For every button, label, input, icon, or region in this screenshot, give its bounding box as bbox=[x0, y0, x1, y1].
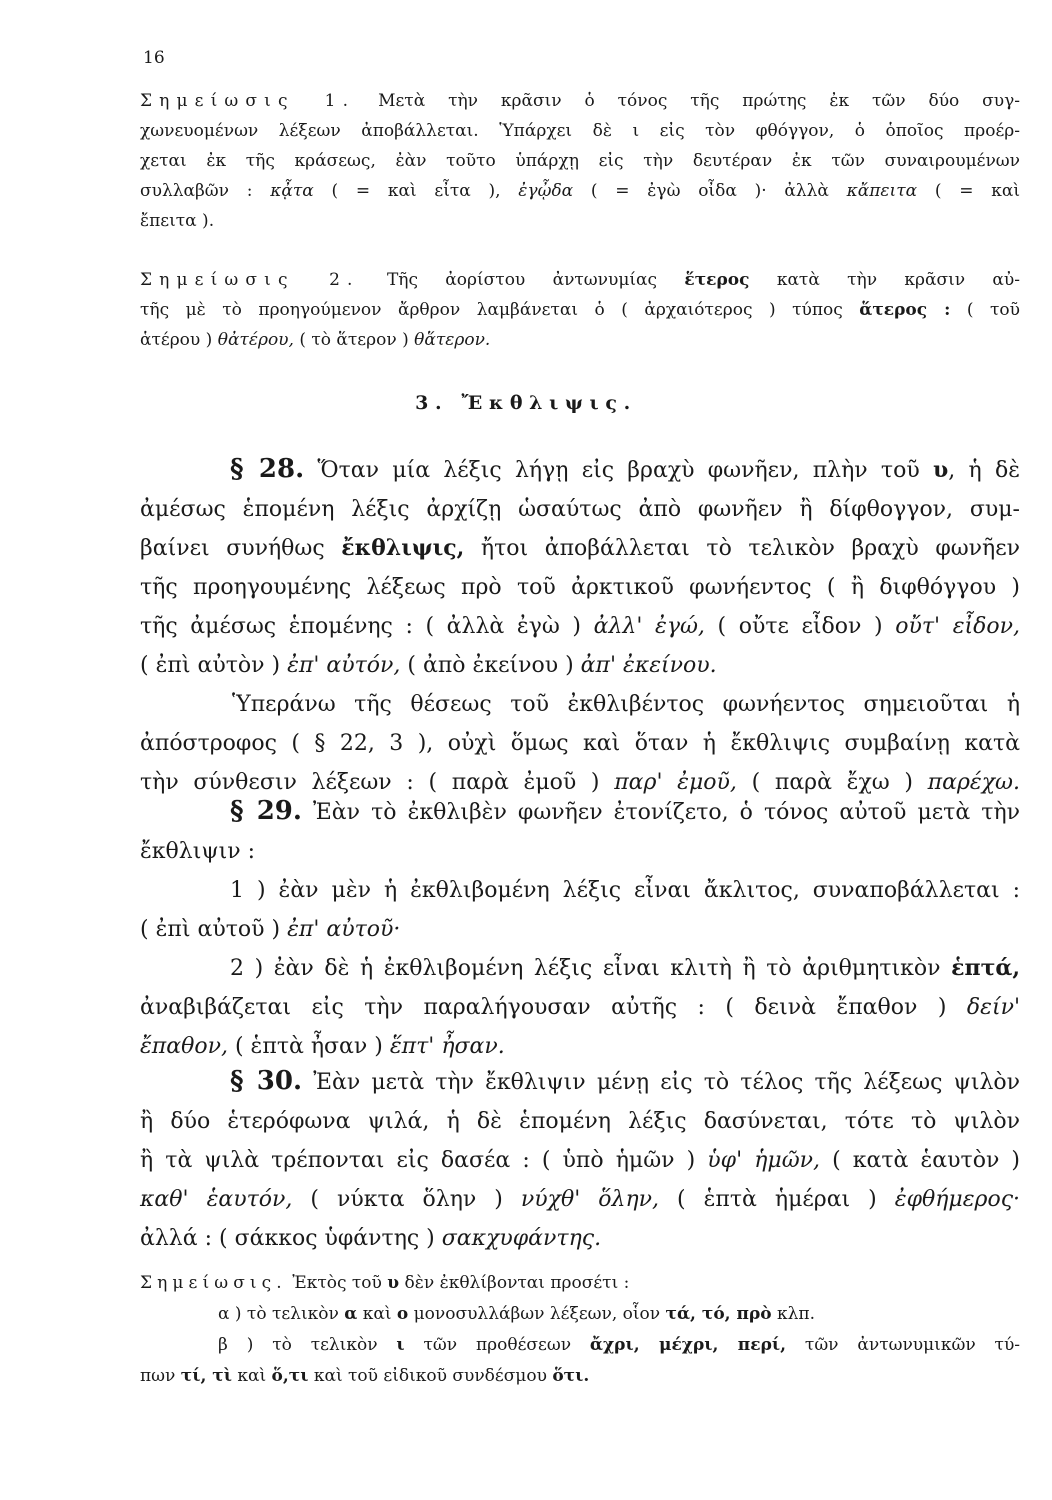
section-number: § 28. bbox=[230, 454, 305, 484]
note-2 bbox=[140, 265, 1020, 355]
paragraph-line: ἀμέσως ἑπομένη λέξις ἀρχίζῃ ὡσαύτως ἀπὸ φωνῆεν ἢ δίφθογγον, συμ- bbox=[140, 497, 1020, 522]
paragraph-line: ( ἐπὶ αὐτοῦ ) ἐπ' αὐτοῦ· bbox=[140, 917, 401, 942]
section-number: § 30. bbox=[230, 1066, 303, 1096]
paragraph-line: ( ἐπὶ αὐτὸν ) ἐπ' αὐτόν, ( ἀπὸ ἐκείνου ) ἀπ' ἐκείνου. bbox=[140, 653, 717, 678]
note-1-line: χεται ἐκ τῆς κράσεως, ἐὰν τοῦτο ὑπάρχῃ εἰς τὴν δευτέραν ἐκ τῶν συναιρουμένων bbox=[140, 151, 1020, 171]
paragraph-line: βαίνει συνήθως ἔκθλιψις, ἤτοι ἀποβάλλεται τὸ τελικὸν βραχὺ φωνῆεν bbox=[140, 535, 1021, 561]
note-1-line: Σημείωσις 1. Μετὰ τὴν κρᾶσιν ὁ τόνος τῆς πρώτης ἐκ τῶν δύο συγ- bbox=[140, 91, 1021, 111]
paragraph-line: 2 ) ἐὰν δὲ ἡ ἐκθλιβομένη λέξις εἶναι κλιτὴ ἢ τὸ ἀριθμητικὸν ἑπτά, bbox=[230, 955, 1020, 981]
note-3-label: Σημείωσις. bbox=[140, 1273, 287, 1293]
paragraph-line: 1 ) ἐὰν μὲν ἡ ἐκθλιβομένη λέξις εἶναι ἄκλιτος, συναποβάλλεται : bbox=[230, 878, 1020, 903]
note-1-line: χωνευομένων λέξεων ἀποβάλλεται. Ὑπάρχει δὲ ι εἰς τὸν φθόγγον, ὁ ὁποῖος προέρ- bbox=[140, 121, 1020, 141]
note-1 bbox=[140, 86, 1020, 236]
note-3-line: α ) τὸ τελικὸν α καὶ ο μονοσυλλάβων λέξεων, οἷον τά, τό, πρὸ κλπ. bbox=[218, 1304, 815, 1324]
note-3-line: Σημείωσις. Ἐκτὸς τοῦ υ δὲν ἐκθλίβονται προσέτι : bbox=[140, 1273, 630, 1293]
paragraph-30 bbox=[140, 1062, 1020, 1258]
note-3-line: β ) τὸ τελικὸν ι τῶν προθέσεων ἄχρι, μέχρι, περί, τῶν ἀντωνυμικῶν τύ- bbox=[218, 1335, 1021, 1355]
note-2-line: ἁτέρου ) θἀτέρου, ( τὸ ἅτερον ) θἅτερον. bbox=[140, 330, 491, 350]
note-3-line: πων τί, τὶ καὶ ὅ,τι καὶ τοῦ εἰδικοῦ συνδέσμου ὅτι. bbox=[140, 1366, 590, 1386]
note-1-line: ἔπειτα ). bbox=[140, 211, 215, 231]
paragraph-line: ἢ τὰ ψιλὰ τρέπονται εἰς δασέα : ( ὑπὸ ἡμῶν ) ὑφ' ἡμῶν, ( κατὰ ἑαυτὸν ) bbox=[140, 1148, 1020, 1173]
paragraph-line: ἔκθλιψιν : bbox=[140, 839, 256, 864]
note-2-line: τῆς μὲ τὸ προηγούμενον ἄρθρον λαμβάνεται ὁ ( ἀρχαιότερος ) τύπος ἅτερος : ( τοῦ bbox=[140, 300, 1020, 320]
paragraph-line: Ὑπεράνω τῆς θέσεως τοῦ ἐκθλιβέντος φωνήεντος σημειοῦται ἡ bbox=[232, 692, 1020, 717]
note-1-line: συλλαβῶν : κᾆτα ( = καὶ εἶτα ), ἐγᾦδα ( = ἐγὼ οἶδα )· ἀλλὰ κἄπειτα ( = καὶ bbox=[140, 181, 1021, 201]
paragraph-line: ἀπόστροφος ( § 22, 3 ), οὐχὶ ὅμως καὶ ὅταν ἡ ἔκθλιψις συμβαίνῃ κατὰ bbox=[140, 731, 1020, 756]
paragraph-line: ἀλλά : ( σάκκος ὑφάντης ) σακχυφάντης. bbox=[140, 1226, 602, 1251]
section-number: § 29. bbox=[230, 796, 302, 826]
page-number: 16 bbox=[143, 48, 165, 68]
note-2-label: Σημείωσις 2. bbox=[140, 270, 360, 290]
section-heading: 3. Ἔκθλιψις. bbox=[415, 392, 637, 414]
paragraph-line: τῆς προηγουμένης λέξεως πρὸ τοῦ ἀρκτικοῦ φωνήεντος ( ἢ διφθόγγου ) bbox=[140, 575, 1020, 600]
paragraph-28 bbox=[140, 450, 1020, 802]
paragraph-line: τῆς ἀμέσως ἑπομένης : ( ἀλλὰ ἐγὼ ) ἀλλ' ἐγώ, ( οὔτε εἶδον ) οὔτ' εἶδον, bbox=[140, 614, 1020, 639]
paragraph-line: § 30. Ἐὰν μετὰ τὴν ἔκθλιψιν μένῃ εἰς τὸ τέλος τῆς λέξεως ψιλὸν bbox=[230, 1066, 1021, 1096]
paragraph-29 bbox=[140, 792, 1020, 1066]
paragraph-line: ἢ δύο ἑτερόφωνα ψιλά, ἡ δὲ ἑπομένη λέξις δασύνεται, τότε τὸ ψιλὸν bbox=[140, 1109, 1020, 1134]
paragraph-line: § 29. Ἐὰν τὸ ἐκθλιβὲν φωνῆεν ἐτονίζετο, ὁ τόνος αὐτοῦ μετὰ τὴν bbox=[230, 796, 1020, 826]
paragraph-line: καθ' ἑαυτόν, ( νύκτα ὅλην ) νύχθ' ὅλην, ( ἑπτὰ ἡμέραι ) ἐφθήμερος· bbox=[140, 1187, 1021, 1212]
note-3 bbox=[140, 1268, 1021, 1392]
note-1-label: Σημείωσις 1. bbox=[140, 91, 356, 111]
paragraph-line: § 28. Ὅταν μία λέξις λήγῃ εἰς βραχὺ φωνῆεν, πλὴν τοῦ υ, ἡ δὲ bbox=[230, 454, 1020, 484]
paragraph-line: ἀναβιβάζεται εἰς τὴν παραλήγουσαν αὐτῆς : ( δεινὰ ἔπαθον ) δείν' bbox=[140, 995, 1020, 1020]
paragraph-line: τὴν σύνθεσιν λέξεων : ( παρὰ ἐμοῦ ) παρ' ἐμοῦ, ( παρὰ ἔχω ) παρέχω. bbox=[140, 770, 1020, 795]
paragraph-line: ἔπαθον, ( ἑπτὰ ἦσαν ) ἕπτ' ἦσαν. bbox=[140, 1034, 505, 1059]
note-2-line: Σημείωσις 2. Τῆς ἀορίστου ἀντωνυμίας ἕτερος κατὰ τὴν κρᾶσιν αὐ- bbox=[140, 270, 1020, 290]
